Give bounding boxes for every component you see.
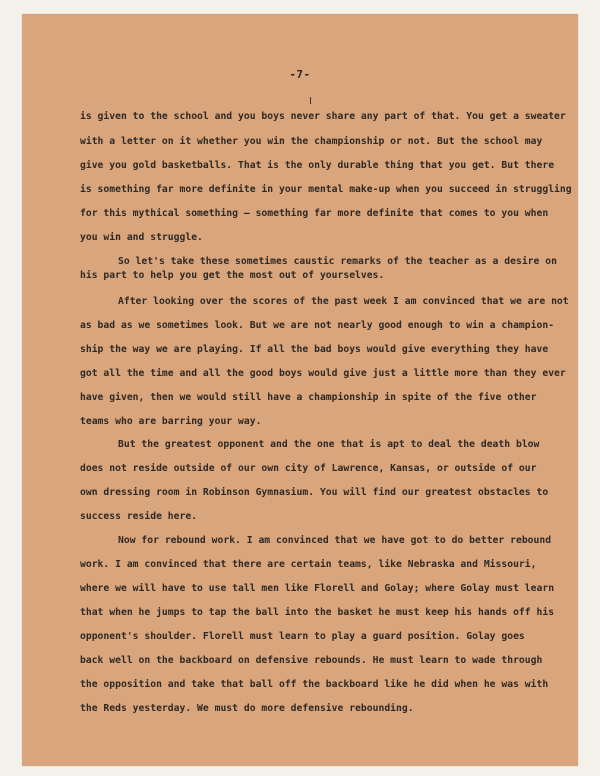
page-number: -7- bbox=[289, 68, 311, 81]
text-line: own dressing room in Robinson Gymnasium. You will find our greatest obstacles to bbox=[80, 487, 549, 498]
paragraph-first-line: So let's take these sometimes caustic remarks of the teacher as a desire on bbox=[118, 256, 557, 267]
text-line: his part to help you get the most out of yourselves. bbox=[80, 270, 385, 281]
document-page bbox=[22, 14, 578, 766]
text-line: the opposition and take that ball off the backboard like he did when he was with bbox=[80, 679, 549, 690]
text-line: is given to the school and you boys never share any part of that. You get a sweater bbox=[80, 111, 566, 122]
text-line: is something far more definite in your mental make-up when you succeed in struggling bbox=[80, 184, 572, 195]
text-line: give you gold basketballs. That is the only durable thing that you get. But there bbox=[80, 160, 555, 171]
ink-mark bbox=[310, 97, 311, 104]
text-line: teams who are barring your way. bbox=[80, 416, 262, 427]
paragraph-first-line: But the greatest opponent and the one that is apt to deal the death blow bbox=[118, 439, 540, 450]
text-line: opponent's shoulder. Florell must learn to play a guard position. Golay goes bbox=[80, 631, 525, 642]
text-line: ship the way we are playing. If all the bad boys would give everything they have bbox=[80, 344, 549, 355]
text-line: for this mythical something — something far more definite that comes to you when bbox=[80, 208, 549, 219]
text-line: you win and struggle. bbox=[80, 232, 203, 243]
text-line: that when he jumps to tap the ball into the basket he must keep his hands off his bbox=[80, 607, 555, 618]
text-line: as bad as we sometimes look. But we are not nearly good enough to win a champion- bbox=[80, 320, 555, 331]
text-line: work. I am convinced that there are certain teams, like Nebraska and Missouri, bbox=[80, 559, 537, 570]
text-line: back well on the backboard on defensive rebounds. He must learn to wade through bbox=[80, 655, 543, 666]
text-line: have given, then we would still have a championship in spite of the five other bbox=[80, 392, 537, 403]
text-line: got all the time and all the good boys would give just a little more than they ever bbox=[80, 368, 566, 379]
text-line: does not reside outside of our own city of Lawrence, Kansas, or outside of our bbox=[80, 463, 537, 474]
text-line: with a letter on it whether you win the championship or not. But the school may bbox=[80, 136, 543, 147]
text-line: success reside here. bbox=[80, 511, 198, 522]
text-line: the Reds yesterday. We must do more defensive rebounding. bbox=[80, 703, 414, 714]
paragraph-first-line: After looking over the scores of the past week I am convinced that we are not bbox=[118, 296, 569, 307]
paragraph-first-line: Now for rebound work. I am convinced that we have got to do better rebound bbox=[118, 535, 552, 546]
text-line: where we will have to use tall men like Florell and Golay; where Golay must learn bbox=[80, 583, 555, 594]
